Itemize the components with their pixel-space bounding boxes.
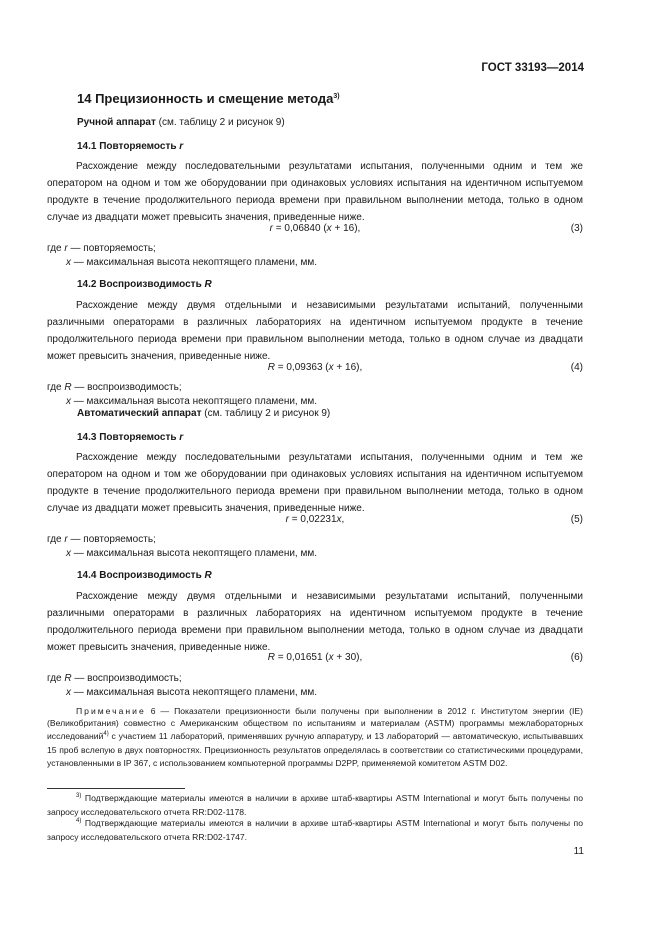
automatic-apparatus-label: Автоматический аппарат (см. таблицу 2 и рисунок 9)	[77, 408, 331, 419]
section-title: 14 Прецизионность и смещение метода$^{3)}$	[77, 91, 340, 106]
where-x: x — максимальная высота некоптящего пламени, мм.	[66, 687, 318, 698]
subsection-14-1-title: 14.1 Повторяемость r	[77, 141, 184, 152]
subsection-14-3-text: Расхождение между последовательными результатами испытания, полученными одним и тем же оператором на одном и том же оборудовании при одинаковых условиях испытания на идентичном испытуемом продукте в течение продолжительного периода времени при правильном выполнении метода, только в одном случае из двадцати может превысить значения, приведенные ниже.	[47, 452, 583, 514]
subsection-14-2-text: Расхождение между двумя отдельными и независимыми результатами испытаний, полученными различными операторами в различных лабораториях на идентичном испытуемом продукте в течение продолжительного периода времени при правильном выполнении метода, только в одном случае из двадцати может превысить значения, приведенные ниже.	[47, 300, 583, 362]
subsection-14-2-title: 14.2 Воспроизводимость R	[77, 279, 212, 290]
footnote-4: $^{4)}$ Подтверждающие материалы имеются в наличии в архиве штаб-квартиры ASTM International и могут быть получены по запросу исследовательского отчета RR:D02-1747.	[47, 818, 583, 843]
where-r: где r — повторяемость;	[47, 243, 156, 254]
manual-apparatus-label: Ручной аппарат (см. таблицу 2 и рисунок 9)	[77, 117, 285, 128]
where-r: где r — повторяемость;	[47, 534, 156, 545]
equation-number: (4)	[570, 362, 583, 373]
footnote-3: $^{3)}$ Подтверждающие материалы имеются в наличии в архиве штаб-квартиры ASTM International и могут быть получены по запросу исследовательского отчета RR:D02-1178.	[47, 793, 583, 818]
where-R: где R — воспроизводимость;	[47, 382, 182, 393]
footnote-divider	[47, 788, 185, 789]
footnote-ref-4: 4)	[103, 730, 109, 737]
page-number: 11	[573, 846, 584, 857]
equation-number: (6)	[570, 652, 583, 663]
subsection-14-4-title: 14.4 Воспроизводимость R	[77, 570, 212, 581]
where-R: где R — воспроизводимость;	[47, 673, 182, 684]
where-x: x — максимальная высота некоптящего пламени, мм.	[66, 548, 318, 559]
where-x: x — максимальная высота некоптящего пламени, мм.	[66, 396, 318, 407]
document-id: ГОСТ 33193—2014	[481, 62, 584, 74]
subsection-14-4-text: Расхождение между двумя отдельными и независимыми результатами испытаний, полученными различными операторами в различных лабораториях на идентичном испытуемом продукте в течение продолжительного периода времени при правильном выполнении метода, только в одном случае из двадцати может превысить значения, приведенные ниже.	[47, 591, 583, 653]
subsection-14-3-title: 14.3 Повторяемость r	[77, 432, 184, 443]
where-x: x — максимальная высота некоптящего пламени, мм.	[66, 257, 318, 268]
note-6: Примечание 6 — Показатели прецизионности были получены при выполнении в 2012 г. Институтом энергии (IE) (Великобритания) совместно с Американским обществом по испытаниям и материалам (ASTM) программы межлабораторных исследований$^{4)}$ с участием 11 лабораторий, применявших ручную аппаратуру, и 13 лабораторий — автоматическую, испытывавших 15 проб вслепую в двух повторностях. Прецизионность результатов определялась в соответствии со статистическими процедурами, установленными в IP 367, с использованием компьютерной программы D2PP, применяемой комитетом ASTM D02.	[47, 706, 583, 768]
equation-number: (5)	[570, 514, 583, 525]
footnote-ref-3: 3)	[333, 93, 340, 100]
equation-number: (3)	[570, 223, 583, 234]
subsection-14-1-text: Расхождение между последовательными результатами испытания, полученными одним и тем же оператором на одном и том же оборудовании при одинаковых условиях испытания на идентичном испытуемом продукте в течение продолжительного периода времени при правильном выполнении метода, только в одном случае из двадцати может превысить значения, приведенные ниже.	[47, 161, 583, 223]
